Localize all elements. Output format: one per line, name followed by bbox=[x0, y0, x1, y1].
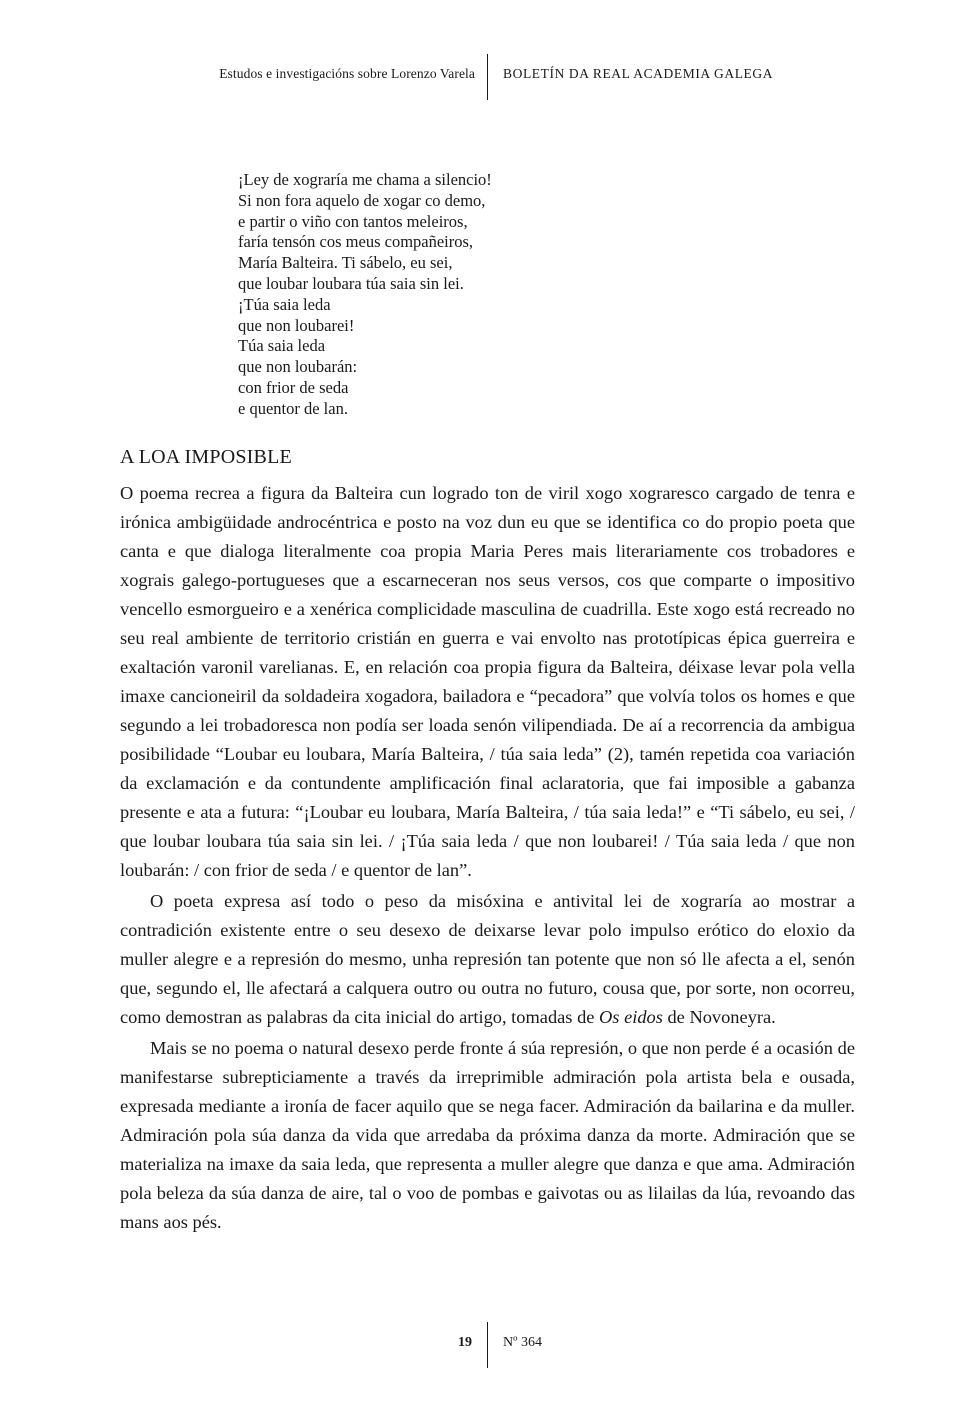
footer-divider bbox=[487, 1322, 488, 1368]
paragraph-text: O poeta expresa así todo o peso da misóxina e antivital lei de xograría ao mostrar a contradición existente entre o seu desexo de deixarse levar polo impulso erótico do eloxio da muller alegre e a represión do mesmo, unha represión tan potente que non só lle afecta a el, senón que, segundo el, lle afectará a calquera outro ou outra no futuro, cousa que, por sorte, non ocorreu, como demostran as palabras da cita inicial do artigo, tomadas de bbox=[120, 891, 855, 1027]
page-number: 19 bbox=[458, 1335, 472, 1350]
poem-quotation bbox=[238, 170, 638, 420]
poem-line: con frior de seda bbox=[238, 377, 349, 397]
paragraph: Mais se no poema o natural desexo perde fronte á súa represión, o que non perde é a ocasión de manifestarse subrepticiamente a través da irreprimible admiración pola artista bela e ousada, expresada mediante a ironía de facer aquilo que se nega facer. Admiración da bailarina e da muller. Admiración pola súa danza da vida que arredaba da próxima danza da morte. Admiración que se materializa na imaxe da saia leda, que representa a muller alegre que danza e que ama. Admiración pola beleza da súa danza de aire, tal o voo de pombas e gaivotas ou as lilailas da lúa, revoando das mans aos pés. bbox=[120, 1038, 855, 1232]
header-divider bbox=[487, 54, 488, 100]
poem-line: que non loubarán: bbox=[238, 357, 358, 377]
header-article-title: Estudos e investigacións sobre Lorenzo Varela bbox=[219, 66, 475, 81]
paragraph: O poema recrea a figura da Balteira cun logrado ton de viril xogo xograresco cargado de tenra e irónica ambigüidade androcéntrica e posto na voz dun eu que se identifica co do propio poeta que canta e que dialoga literalmente coa propia Maria Peres mais literariamente cos trobadores e xograis galego-portugueses que a escarneceran nos seus versos, cos que comparte o impositivo vencello esmorgueiro e a xenérica complicidade masculina de cuadrilla. Este xogo está recreado no seu real ambiente de territorio cristián en guerra e vai envolto nas prototípicas épica guerreira e exaltación varonil varelianas. E, en relación coa propia figura da Balteira, déixase levar pola vella imaxe cancioneiril da soldadeira xogadora, bailadora e “pecadora” que volvía tolos os homes e que segundo a lei trobadoresca non podía ser loada senón vilipendiada. De aí a recorrencia da ambigua posibilidade “Loubar eu loubara, María Balteira, / túa saia leda” (2), tamén repetida coa variación da exclamación e da contundente amplificación final aclaratoria, que fai imposible a gabanza presente e ata a futura: “¡Loubar eu loubara, María Balteira, / túa saia leda!” e “Ti sábelo, eu sei, / que loubar loubara túa saia sin lei. / ¡Túa saia leda / que non loubarei! / Túa saia leda / que non loubarán: / con frior de seda / e quentor de lan”. bbox=[120, 483, 855, 880]
poem-line: e quentor de lan. bbox=[238, 398, 348, 418]
poem-line: e partir o viño con tantos meleiros, bbox=[238, 211, 468, 231]
running-header bbox=[0, 54, 975, 100]
poem-line: que non loubarei! bbox=[238, 315, 355, 335]
page-footer bbox=[0, 1322, 975, 1368]
book-title: Os eidos bbox=[599, 1007, 663, 1027]
poem-line: ¡Ley de xograría me chama a silencio! bbox=[238, 170, 492, 189]
poem-line: que loubar loubara túa saia sin lei. bbox=[238, 273, 464, 293]
article-body bbox=[120, 479, 855, 1237]
section-heading: A LOA IMPOSIBLE bbox=[120, 446, 292, 468]
poem-line: faría tensón cos meus compañeiros, bbox=[238, 232, 474, 252]
poem-line: Túa saia leda bbox=[238, 336, 326, 356]
poem-line: ¡Túa saia leda bbox=[238, 294, 331, 314]
paragraph-text: de Novoneyra. bbox=[662, 1007, 776, 1027]
issue-number: Nº 364 bbox=[503, 1335, 542, 1350]
header-journal-title: BOLETÍN DA REAL ACADEMIA GALEGA bbox=[503, 66, 774, 81]
poem-line: María Balteira. Ti sábelo, eu sei, bbox=[238, 253, 453, 273]
poem-line: Si non fora aquelo de xogar co demo, bbox=[238, 190, 486, 210]
paragraph bbox=[120, 887, 855, 1032]
